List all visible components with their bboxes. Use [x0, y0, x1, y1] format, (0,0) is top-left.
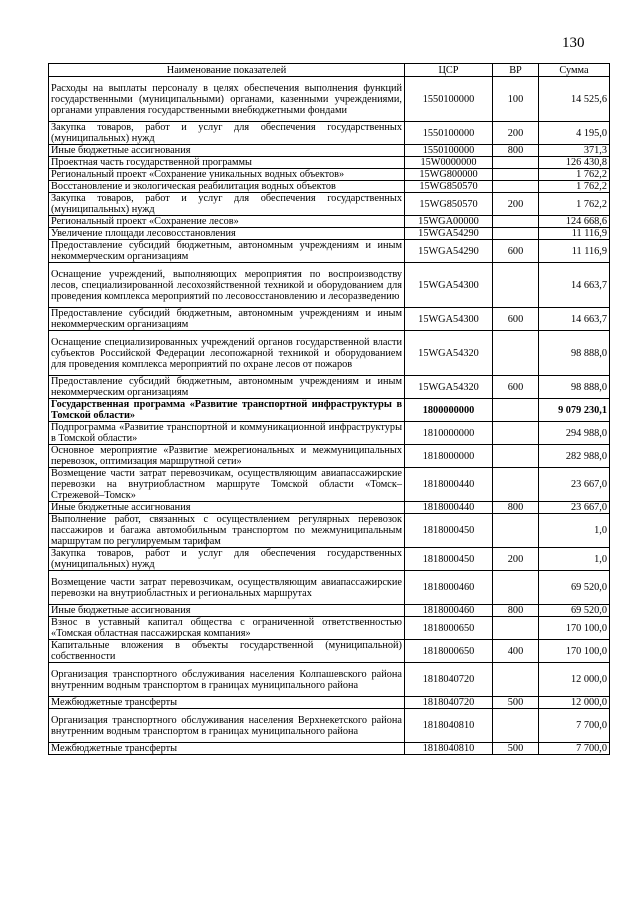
row-name: Возмещение части затрат перевозчикам, осуществляющим авиапассажирские перевозки на внутриобластном маршруте Томской области «Томск–Стрежевой–Томск» — [49, 468, 405, 502]
row-name: Основное мероприятие «Развитие межрегиональных и межмуниципальных перевозок, оптимизация маршрутной сети» — [49, 445, 405, 468]
table-row — [49, 181, 610, 193]
header-name: Наименование показателей — [49, 64, 405, 77]
page-number: 130 — [562, 35, 585, 51]
table-row — [49, 502, 610, 514]
row-name: Оснащение учреждений, выполняющих мероприятия по воспроизводству лесов, специализированной лесохозяйственной техникой и оборудованием для проведения комплекса мероприятий по лесовосстановлению и лесоразведению — [49, 263, 405, 308]
row-csr: 1818040720 — [405, 663, 493, 697]
row-name: Увеличение площади лесовосстановления — [49, 228, 405, 240]
row-csr: 1818040810 — [405, 709, 493, 743]
row-vr: 800 — [493, 145, 539, 157]
row-sum: 14 525,6 — [539, 77, 610, 122]
row-name: Взнос в уставный капитал общества с ограниченной ответственностью «Томская областная пассажирская компания» — [49, 617, 405, 640]
row-vr: 200 — [493, 122, 539, 145]
row-csr: 1818000440 — [405, 468, 493, 502]
table-row — [49, 193, 610, 216]
row-csr: 1818040720 — [405, 697, 493, 709]
row-name: Выполнение работ, связанных с осуществлением регулярных перевозок пассажиров и багажа автомобильным транспортом по межмуниципальным маршрутам по регулируемым тарифам — [49, 514, 405, 548]
row-vr: 500 — [493, 743, 539, 755]
table-row — [49, 145, 610, 157]
row-vr — [493, 157, 539, 169]
table-row — [49, 514, 610, 548]
table-row — [49, 376, 610, 399]
table-row — [49, 157, 610, 169]
row-csr: 15WGA00000 — [405, 216, 493, 228]
table-row — [49, 399, 610, 422]
row-name: Межбюджетные трансферты — [49, 743, 405, 755]
row-name: Региональный проект «Сохранение уникальных водных объектов» — [49, 169, 405, 181]
row-name: Предоставление субсидий бюджетным, автономным учреждениям и иным некоммерческим организациям — [49, 308, 405, 331]
row-csr: 15WGA54290 — [405, 240, 493, 263]
row-vr — [493, 617, 539, 640]
row-sum: 1 762,2 — [539, 181, 610, 193]
row-csr: 15WGA54320 — [405, 376, 493, 399]
row-csr: 1818000000 — [405, 445, 493, 468]
row-vr — [493, 468, 539, 502]
row-sum: 11 116,9 — [539, 228, 610, 240]
row-sum: 12 000,0 — [539, 663, 610, 697]
row-vr — [493, 169, 539, 181]
table-body — [49, 77, 610, 755]
row-csr: 15WG800000 — [405, 169, 493, 181]
row-name: Подпрограмма «Развитие транспортной и коммуникационной инфраструктуры в Томской области» — [49, 422, 405, 445]
table-row — [49, 122, 610, 145]
row-name: Иные бюджетные ассигнования — [49, 605, 405, 617]
row-sum: 371,3 — [539, 145, 610, 157]
row-sum: 11 116,9 — [539, 240, 610, 263]
row-csr: 15WG850570 — [405, 181, 493, 193]
table-row — [49, 263, 610, 308]
row-vr — [493, 263, 539, 308]
row-name: Иные бюджетные ассигнования — [49, 502, 405, 514]
row-csr: 1818000450 — [405, 548, 493, 571]
row-vr — [493, 228, 539, 240]
header-sum: Сумма — [539, 64, 610, 77]
row-name: Региональный проект «Сохранение лесов» — [49, 216, 405, 228]
header-vr: ВР — [493, 64, 539, 77]
row-vr — [493, 181, 539, 193]
row-sum: 69 520,0 — [539, 605, 610, 617]
row-csr: 1800000000 — [405, 399, 493, 422]
row-vr: 800 — [493, 605, 539, 617]
header-csr: ЦСР — [405, 64, 493, 77]
row-sum: 1 762,2 — [539, 193, 610, 216]
row-csr: 1550100000 — [405, 145, 493, 157]
row-vr: 500 — [493, 697, 539, 709]
table-row — [49, 571, 610, 605]
row-csr: 15W0000000 — [405, 157, 493, 169]
row-sum: 7 700,0 — [539, 743, 610, 755]
row-csr: 1810000000 — [405, 422, 493, 445]
row-vr: 800 — [493, 502, 539, 514]
row-name: Организация транспортного обслуживания населения Верхнекетского района внутренним водным транспортом в границах муниципального района — [49, 709, 405, 743]
row-vr — [493, 399, 539, 422]
table-row — [49, 605, 610, 617]
row-name: Оснащение специализированных учреждений органов государственной власти субъектов Российской Федерации лесопожарной техникой и оборудованием для проведения комплекса мероприятий по охране лесов от пожаров — [49, 331, 405, 376]
row-sum: 124 668,6 — [539, 216, 610, 228]
row-csr: 15WGA54300 — [405, 308, 493, 331]
row-vr: 200 — [493, 548, 539, 571]
row-name: Возмещение части затрат перевозчикам, осуществляющим авиапассажирские перевозки на внутриобластных и региональных маршрутах — [49, 571, 405, 605]
row-sum: 14 663,7 — [539, 263, 610, 308]
budget-table — [48, 63, 610, 755]
table-row — [49, 216, 610, 228]
row-vr: 200 — [493, 193, 539, 216]
row-name: Проектная часть государственной программы — [49, 157, 405, 169]
row-name: Межбюджетные трансферты — [49, 697, 405, 709]
row-csr: 15WGA54320 — [405, 331, 493, 376]
table-header-row — [49, 64, 610, 77]
table-row — [49, 308, 610, 331]
table-row — [49, 663, 610, 697]
row-name: Закупка товаров, работ и услуг для обеспечения государственных (муниципальных) нужд — [49, 548, 405, 571]
row-vr: 600 — [493, 308, 539, 331]
table-row — [49, 709, 610, 743]
row-name: Восстановление и экологическая реабилитация водных объектов — [49, 181, 405, 193]
row-sum: 4 195,0 — [539, 122, 610, 145]
row-name: Расходы на выплаты персоналу в целях обеспечения выполнения функций государственными (муниципальными) органами, казенными учреждениями, органами управления государственными внебюджетными фондами — [49, 77, 405, 122]
row-csr: 1818040810 — [405, 743, 493, 755]
row-name: Государственная программа «Развитие транспортной инфраструктуры в Томской области» — [49, 399, 405, 422]
row-vr: 600 — [493, 240, 539, 263]
row-name: Закупка товаров, работ и услуг для обеспечения государственных (муниципальных) нужд — [49, 193, 405, 216]
row-name: Иные бюджетные ассигнования — [49, 145, 405, 157]
row-sum: 7 700,0 — [539, 709, 610, 743]
row-sum: 170 100,0 — [539, 640, 610, 663]
row-vr — [493, 571, 539, 605]
row-vr — [493, 709, 539, 743]
table-row — [49, 422, 610, 445]
table-row — [49, 77, 610, 122]
table-row — [49, 331, 610, 376]
row-csr: 1550100000 — [405, 77, 493, 122]
table-row — [49, 743, 610, 755]
row-csr: 15WG850570 — [405, 193, 493, 216]
row-csr: 1818000650 — [405, 640, 493, 663]
row-sum: 98 888,0 — [539, 376, 610, 399]
row-sum: 9 079 230,1 — [539, 399, 610, 422]
row-sum: 170 100,0 — [539, 617, 610, 640]
table-row — [49, 240, 610, 263]
row-csr: 1818000440 — [405, 502, 493, 514]
table-row — [49, 169, 610, 181]
row-name: Организация транспортного обслуживания населения Колпашевского района внутренним водным транспортом в границах муниципального района — [49, 663, 405, 697]
row-sum: 1 762,2 — [539, 169, 610, 181]
table-row — [49, 228, 610, 240]
row-vr — [493, 422, 539, 445]
row-csr: 1818000450 — [405, 514, 493, 548]
row-vr: 600 — [493, 376, 539, 399]
row-csr: 1818000460 — [405, 571, 493, 605]
table-row — [49, 548, 610, 571]
row-csr: 15WGA54290 — [405, 228, 493, 240]
row-sum: 1,0 — [539, 514, 610, 548]
row-vr — [493, 331, 539, 376]
row-csr: 1550100000 — [405, 122, 493, 145]
row-vr — [493, 514, 539, 548]
row-name: Капитальные вложения в объекты государственной (муниципальной) собственности — [49, 640, 405, 663]
table-row — [49, 697, 610, 709]
table-row — [49, 468, 610, 502]
row-sum: 126 430,8 — [539, 157, 610, 169]
row-vr: 400 — [493, 640, 539, 663]
row-vr — [493, 216, 539, 228]
row-sum: 23 667,0 — [539, 502, 610, 514]
row-name: Закупка товаров, работ и услуг для обеспечения государственных (муниципальных) нужд — [49, 122, 405, 145]
row-sum: 98 888,0 — [539, 331, 610, 376]
row-sum: 294 988,0 — [539, 422, 610, 445]
table-row — [49, 617, 610, 640]
row-sum: 1,0 — [539, 548, 610, 571]
row-csr: 1818000460 — [405, 605, 493, 617]
row-sum: 14 663,7 — [539, 308, 610, 331]
table-row — [49, 445, 610, 468]
row-vr: 100 — [493, 77, 539, 122]
row-sum: 282 988,0 — [539, 445, 610, 468]
row-vr — [493, 663, 539, 697]
row-vr — [493, 445, 539, 468]
row-csr: 15WGA54300 — [405, 263, 493, 308]
row-sum: 23 667,0 — [539, 468, 610, 502]
table-row — [49, 640, 610, 663]
row-name: Предоставление субсидий бюджетным, автономным учреждениям и иным некоммерческим организациям — [49, 240, 405, 263]
row-csr: 1818000650 — [405, 617, 493, 640]
row-sum: 12 000,0 — [539, 697, 610, 709]
row-sum: 69 520,0 — [539, 571, 610, 605]
row-name: Предоставление субсидий бюджетным, автономным учреждениям и иным некоммерческим организациям — [49, 376, 405, 399]
